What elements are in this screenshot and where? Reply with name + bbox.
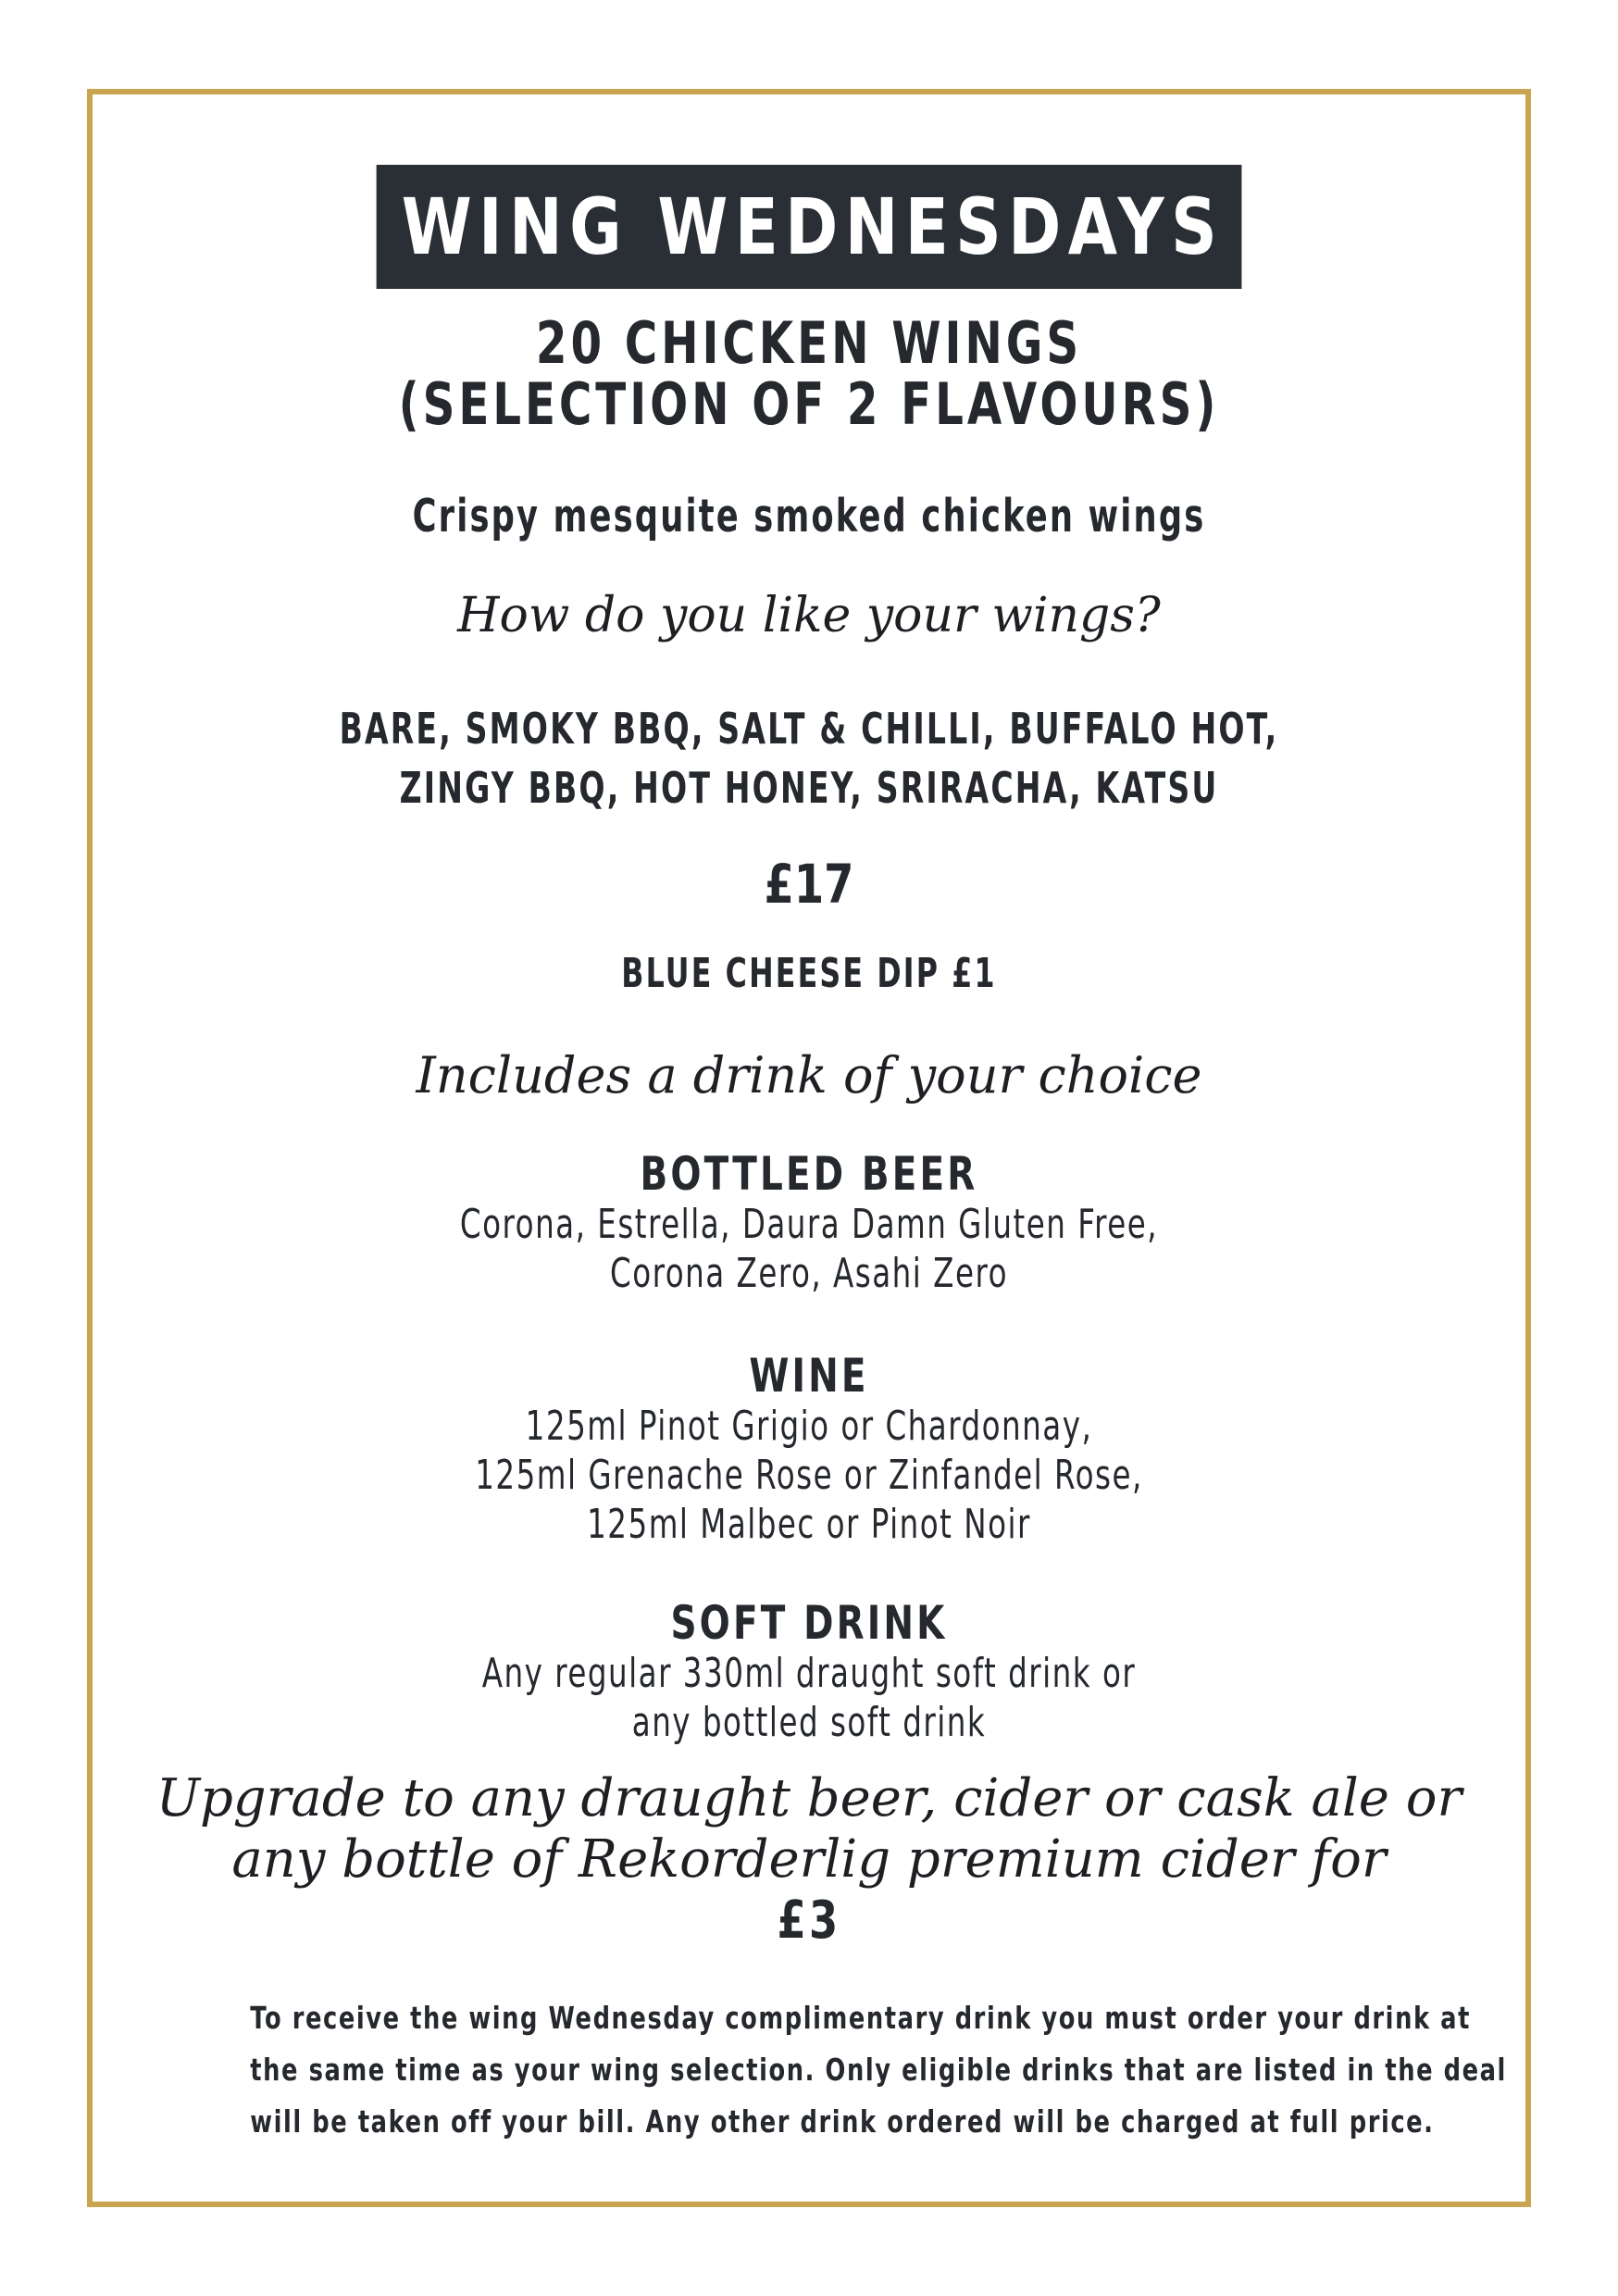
price-value: £17 xyxy=(764,853,854,916)
terms-line-3: will be taken off your bill. Any other drink ordered will be charged at full price. xyxy=(250,2103,1435,2140)
flavour-list-line-2: ZINGY BBQ, HOT HONEY, SRIRACHA, KATSU xyxy=(399,763,1219,813)
extra-dip xyxy=(93,946,1525,1002)
offer-heading xyxy=(93,309,1525,438)
wine-line-1: 125ml Pinot Grigio or Chardonnay, xyxy=(525,1403,1093,1450)
menu-content xyxy=(93,93,1525,2203)
title-banner xyxy=(93,165,1525,289)
offer-description xyxy=(93,489,1525,544)
wine-line-3: 125ml Malbec or Pinot Noir xyxy=(587,1501,1031,1548)
soft-drink-line-1: Any regular 330ml draught soft drink or xyxy=(481,1650,1137,1697)
soft-drink-heading: SOFT DRINK xyxy=(670,1596,948,1650)
flavour-list xyxy=(93,699,1525,817)
upgrade-offer xyxy=(93,1768,1525,1890)
flavour-question: How do you like your wings? xyxy=(457,588,1161,643)
offer-heading-line-2: (SELECTION OF 2 FLAVOURS) xyxy=(398,370,1220,438)
upgrade-line-1: Upgrade to any draught beer, cider or cask ale or xyxy=(156,1768,1462,1828)
includes-drink-text: Includes a drink of your choice xyxy=(416,1046,1202,1104)
flavour-list-line-1: BARE, SMOKY BBQ, SALT & CHILLI, BUFFALO HOT, xyxy=(339,704,1279,754)
extra-dip-text: BLUE CHEESE DIP £1 xyxy=(621,950,997,997)
drink-section-wine xyxy=(93,1350,1525,1549)
upgrade-price xyxy=(93,1889,1525,1953)
terms-and-conditions xyxy=(93,1992,1525,2148)
soft-drink-line-2: any bottled soft drink xyxy=(631,1699,987,1746)
drink-section-bottled-beer xyxy=(93,1148,1525,1298)
bottled-beer-heading: BOTTLED BEER xyxy=(640,1147,978,1201)
page-title: WING WEDNESDAYS xyxy=(376,165,1241,289)
offer-price xyxy=(93,847,1525,921)
terms-line-2: the same time as your wing selection. Only eligible drinks that are listed in the deal xyxy=(250,2052,1507,2088)
upgrade-price-value: £3 xyxy=(777,1890,841,1951)
bottled-beer-line-1: Corona, Estrella, Daura Damn Gluten Free, xyxy=(459,1201,1159,1248)
wine-line-2: 125ml Grenache Rose or Zinfandel Rose, xyxy=(475,1452,1143,1499)
description-text: Crispy mesquite smoked chicken wings xyxy=(412,490,1206,543)
wine-heading: WINE xyxy=(749,1349,869,1403)
terms-line-1: To receive the wing Wednesday complimentary drink you must order your drink at xyxy=(250,2000,1471,2036)
upgrade-line-2: any bottle of Rekorderlig premium cider for xyxy=(231,1829,1387,1890)
drink-section-soft-drink xyxy=(93,1597,1525,1747)
offer-heading-line-1: 20 CHICKEN WINGS xyxy=(535,309,1083,377)
bottled-beer-line-2: Corona Zero, Asahi Zero xyxy=(609,1250,1009,1297)
